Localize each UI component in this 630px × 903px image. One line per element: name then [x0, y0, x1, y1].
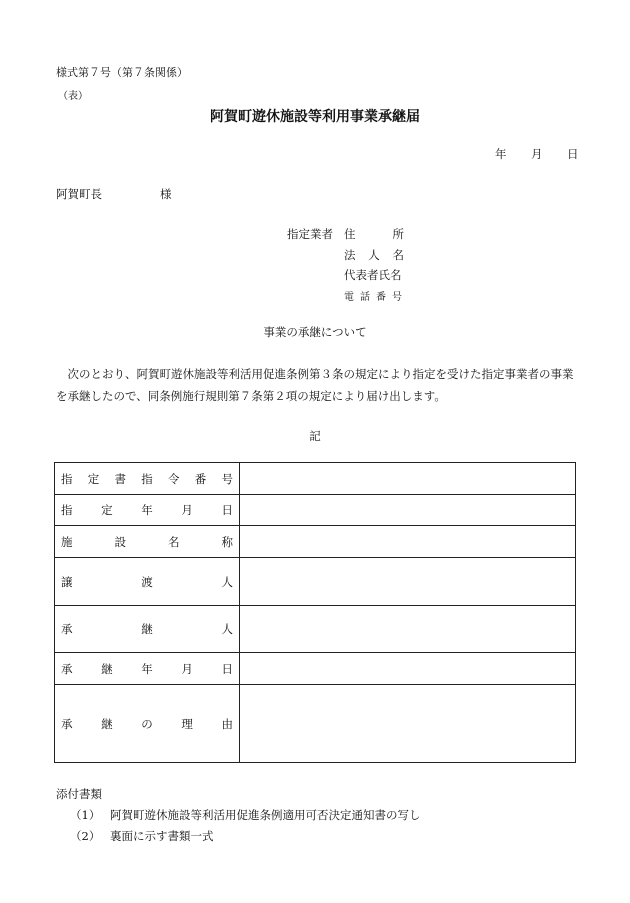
addressee-honorific: 様: [160, 187, 172, 201]
label-char: 指: [141, 471, 153, 486]
table-row: [55, 558, 576, 606]
applicant-field-char: 所: [392, 227, 404, 241]
label-char: 号: [221, 471, 233, 486]
ki-heading: 記: [309, 429, 321, 443]
addressee-name: 阿賀町長: [56, 187, 102, 201]
form-side-label: （表）: [58, 91, 88, 102]
row-label-successor: [55, 606, 240, 653]
row-label-succession-date: [55, 653, 240, 685]
label-char: 施: [61, 534, 73, 549]
applicant-field-char: 番: [376, 292, 386, 303]
row-value-successor[interactable]: [240, 606, 576, 653]
table-row: [55, 606, 576, 653]
label-char: 設: [114, 534, 126, 549]
label-char: 書: [114, 471, 126, 486]
subject-line: 事業の承継について: [263, 325, 367, 339]
table-row: [55, 495, 576, 526]
row-value-designation-number[interactable]: [240, 463, 576, 495]
row-value-designation-date[interactable]: [240, 495, 576, 526]
applicant-field-char: 話: [360, 292, 370, 303]
applicant-field-char: 号: [392, 292, 402, 303]
form-number: 様式第７号（第７条関係）: [56, 66, 188, 79]
applicant-label: 指定業者: [287, 227, 333, 241]
label-char: 譲: [61, 574, 73, 589]
document-title: 阿賀町遊休施設等利用事業承継届: [210, 109, 420, 125]
label-char: 日: [221, 503, 233, 517]
table-row: [55, 463, 576, 495]
attachment-number: （1）: [70, 808, 101, 822]
label-char: 承: [61, 716, 73, 731]
table-row: [55, 526, 576, 558]
details-table: [54, 462, 576, 763]
label-char: 継: [101, 716, 113, 731]
attachment-item: [70, 807, 421, 823]
label-char: 渡: [141, 574, 153, 589]
label-char: 月: [181, 503, 193, 517]
attachment-text: 裏面に示す書類一式: [110, 829, 214, 843]
attachment-text: 阿賀町遊休施設等利活用促進条例適用可否決定通知書の写し: [110, 808, 421, 822]
attachments-heading: 添付書類: [56, 787, 102, 801]
applicant-field-char: 人: [368, 248, 380, 262]
label-char: 年: [141, 503, 153, 517]
body-text: 次のとおり、阿賀町遊休施設等利活用促進条例第３条の規定により指定を受けた指定事業者の事業を承継したので、同条例施行規則第７条第２項の規定により届け出します。: [56, 367, 574, 403]
row-value-transferor[interactable]: [240, 558, 576, 606]
applicant-field-corporation: [344, 247, 404, 263]
row-label-designation-number: [55, 463, 240, 495]
label-char: 指: [61, 471, 73, 486]
label-char: 継: [141, 622, 153, 636]
label-char: 月: [181, 661, 193, 676]
applicant-field-char: 名: [392, 248, 404, 262]
label-char: 人: [221, 622, 233, 636]
row-label-facility-name: [55, 526, 240, 558]
label-char: 承: [61, 622, 73, 636]
row-value-succession-reason[interactable]: [240, 685, 576, 763]
row-value-succession-date[interactable]: [240, 653, 576, 685]
applicant-field-address: [344, 226, 404, 242]
label-char: 定: [87, 471, 100, 486]
row-label-designation-date: [55, 495, 240, 526]
label-char: 称: [221, 534, 233, 549]
label-char: 定: [101, 503, 113, 517]
attachment-number: （2）: [70, 829, 101, 843]
label-char: 指: [61, 503, 73, 517]
label-char: 承: [61, 661, 73, 676]
applicant-field-char: 住: [344, 227, 356, 241]
attachment-item: [70, 828, 214, 844]
row-value-facility-name[interactable]: [240, 526, 576, 558]
label-char: 日: [221, 661, 233, 676]
applicant-field-representative: 代表者氏名: [344, 268, 402, 282]
row-label-transferor: [55, 558, 240, 606]
label-char: 人: [221, 574, 233, 589]
label-char: 年: [141, 661, 153, 676]
label-char: 番: [194, 471, 207, 486]
label-char: 由: [221, 716, 233, 731]
row-label-succession-reason: [55, 685, 240, 763]
label-char: 理: [181, 716, 193, 731]
applicant-field-char: 電: [344, 292, 354, 303]
date-month: 月: [531, 147, 543, 161]
applicant-field-phone: [344, 288, 402, 303]
label-char: の: [141, 716, 153, 731]
label-char: 継: [101, 661, 113, 676]
table-row: [55, 685, 576, 763]
date-day: 日: [567, 147, 579, 161]
date-year: 年: [495, 147, 507, 161]
table-row: [55, 653, 576, 685]
label-char: 令: [168, 471, 180, 486]
label-char: 名: [168, 534, 180, 549]
applicant-field-char: 法: [344, 248, 356, 262]
